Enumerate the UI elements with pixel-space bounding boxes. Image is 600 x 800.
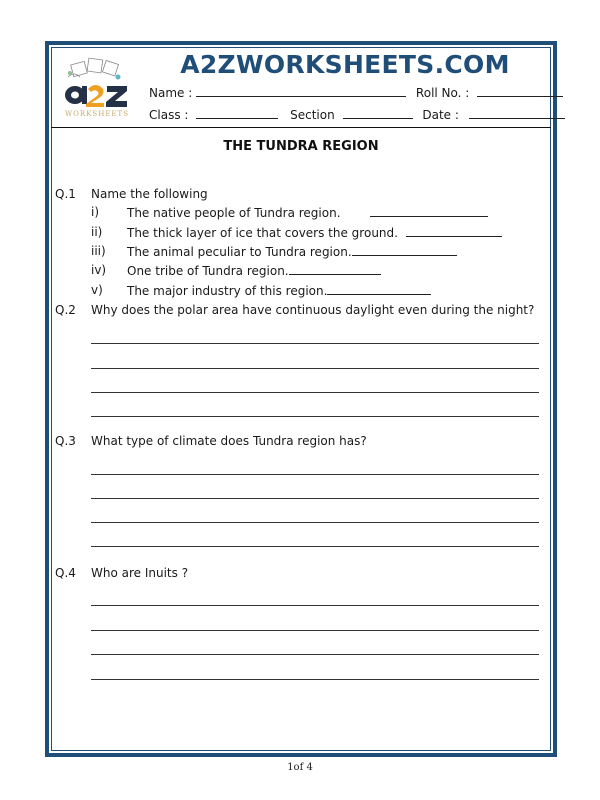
section-field[interactable] (343, 107, 413, 119)
item-label: The major industry of this region. (127, 284, 328, 298)
question-text: Who are Inuits ? (91, 566, 189, 580)
item-text (127, 225, 502, 240)
question-number: Q.4 (55, 566, 76, 580)
item-text (127, 244, 457, 259)
item-numeral: iv) (91, 263, 107, 277)
page-indicator: 1of 4 (287, 762, 313, 773)
header-divider (51, 127, 551, 128)
name-label: Name : (149, 86, 193, 100)
answer-line[interactable] (91, 392, 539, 393)
a2z-logo (58, 55, 136, 121)
roll-no-label: Roll No. : (415, 86, 470, 100)
answer-line[interactable] (91, 498, 539, 499)
answer-line[interactable] (91, 368, 539, 369)
item-numeral: ii) (91, 225, 103, 239)
answer-line[interactable] (91, 522, 539, 523)
item-numeral: iii) (91, 244, 106, 258)
class-label: Class : (149, 108, 189, 122)
answer-line[interactable] (91, 605, 539, 606)
answer-line[interactable] (91, 679, 539, 680)
answer-blank[interactable] (327, 283, 431, 295)
question-text: Name the following (91, 187, 208, 201)
item-numeral: i) (91, 205, 100, 219)
question-text: What type of climate does Tundra region has? (91, 434, 367, 448)
answer-line[interactable] (91, 416, 539, 417)
name-roll-row (149, 85, 563, 100)
question-number: Q.2 (55, 303, 76, 317)
item-text (127, 263, 381, 278)
roll-no-field[interactable] (477, 85, 563, 97)
logo-subtext: WORKSHEETS (64, 110, 130, 118)
answer-blank[interactable] (352, 244, 457, 256)
site-title: A2ZWORKSHEETS.COM (180, 50, 510, 79)
section-label: Section (290, 108, 335, 122)
item-label: One tribe of Tundra region. (127, 264, 289, 278)
class-field[interactable] (196, 107, 278, 119)
question-text: Why does the polar area have continuous daylight even during the night? (91, 303, 535, 317)
worksheet-title: THE TUNDRA REGION (223, 139, 379, 154)
item-numeral: v) (91, 283, 103, 297)
answer-blank[interactable] (289, 263, 381, 275)
answer-blank[interactable] (406, 225, 502, 237)
date-field[interactable] (469, 107, 565, 119)
answer-line[interactable] (91, 343, 539, 344)
answer-blank[interactable] (370, 205, 488, 217)
question-number: Q.3 (55, 434, 76, 448)
item-label: The animal peculiar to Tundra region. (127, 245, 352, 259)
class-section-date-row (149, 107, 565, 122)
answer-line[interactable] (91, 474, 539, 475)
date-label: Date : (422, 108, 459, 122)
name-field[interactable] (196, 85, 406, 97)
answer-line[interactable] (91, 546, 539, 547)
item-text (127, 283, 431, 298)
answer-line[interactable] (91, 630, 539, 631)
question-number: Q.1 (55, 187, 76, 201)
item-label: The thick layer of ice that covers the ground. (127, 226, 398, 240)
item-label: The native people of Tundra region. (127, 206, 341, 220)
item-text (127, 205, 488, 220)
answer-line[interactable] (91, 654, 539, 655)
